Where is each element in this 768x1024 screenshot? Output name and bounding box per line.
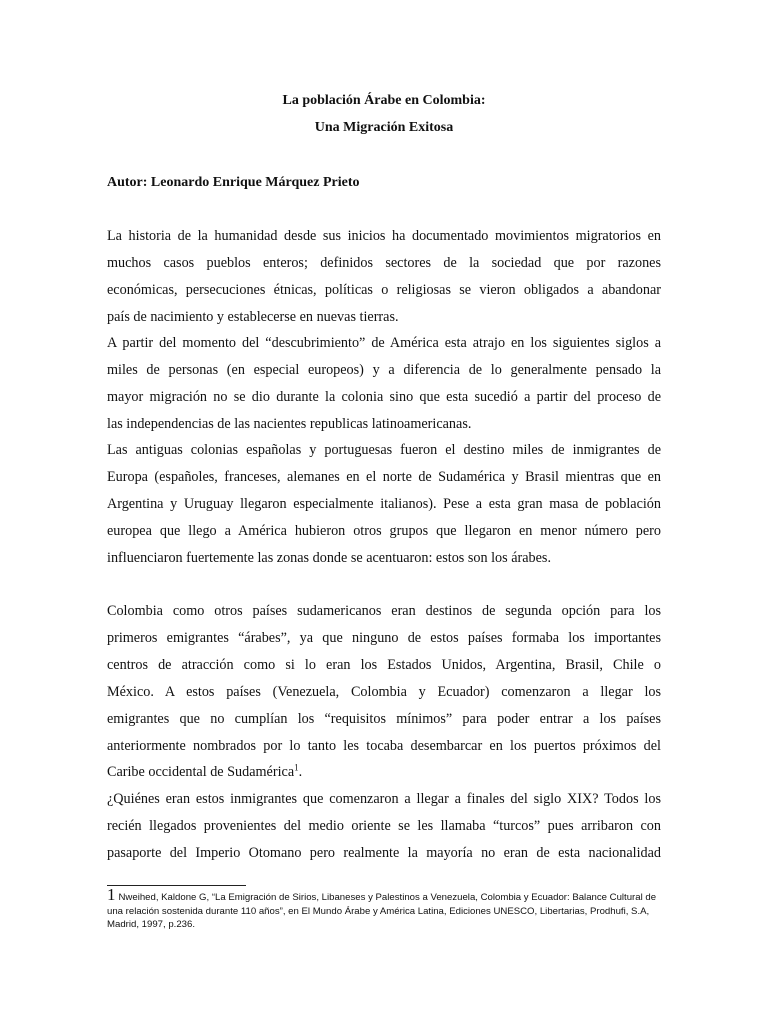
paragraph-5: [107, 786, 661, 867]
text-line: ¿Quiénes eran estos inmigrantes que comenzaron a llegar a finales del siglo XIX? Todos los: [107, 791, 661, 807]
text-line: mayor migración no se dio durante la colonia sino que esta sucedió a partir del proceso de: [107, 388, 661, 405]
text-line: emigrantes que no cumplían los “requisitos mínimos” para poder entrar a los países: [107, 710, 661, 727]
footnote-text: Nweihed, Kaldone G, “La Emigración de Sirios, Libaneses y Palestinos a Venezuela, Colombia y Ecuador: Balance Cultural de una relación sostenida durante 110 años”, en El Mundo Árabe y América Latina, Ediciones UNESCO, Libertarias, Prodhufi, S.A, Madrid, 1997, p.236.: [107, 892, 657, 931]
footnote: [107, 885, 667, 932]
text-line: México. A estos países (Venezuela, Colombia y Ecuador) comenzaron a llegar los: [107, 683, 661, 700]
text-line-end: .: [298, 764, 303, 781]
text-line: Europa (españoles, franceses, alemanes en el norte de Sudamérica y Brasil mientras que en: [107, 468, 661, 485]
paragraph-4: [107, 598, 661, 786]
paragraph-3: [107, 437, 661, 572]
text-line: Colombia como otros países sudamericanos eran destinos de segunda opción para los: [107, 603, 661, 619]
text-line-content: Caribe occidental de Sudamérica: [107, 764, 295, 781]
document-subtitle: Una Migración Exitosa: [314, 120, 454, 135]
text-line: miles de personas (en especial europeos) y a diferencia de lo generalmente pensado la: [107, 361, 661, 378]
text-line: país de nacimiento y establecerse en nuevas tierras.: [107, 308, 399, 325]
text-line: influenciaron fuertemente las zonas donde se acentuaron: estos son los árabes.: [107, 549, 551, 566]
footnote-reference[interactable]: 1: [294, 762, 299, 773]
author-line: Autor: Leonardo Enrique Márquez Prieto: [107, 175, 360, 190]
paragraph-2: [107, 330, 661, 438]
text-line: [107, 759, 661, 786]
document-title: La población Árabe en Colombia:: [282, 93, 486, 108]
text-line: muchos casos pueblos enteros; definidos sectores de la sociedad que por razones: [107, 254, 661, 271]
text-line: anteriormente nombrados por lo tanto les tocaba desembarcar en los puertos próximos del: [107, 737, 661, 754]
text-line: europea que llego a América hubieron otros grupos que llegaron en menor número pero: [107, 522, 661, 539]
footnote-number: 1: [107, 885, 116, 904]
text-line: centros de atracción como si lo eran los Estados Unidos, Argentina, Brasil, Chile o: [107, 656, 661, 673]
footnote-separator: [107, 885, 246, 886]
text-line: Argentina y Uruguay llegaron especialmente italianos). Pese a esta gran masa de población: [107, 495, 661, 512]
text-line: A partir del momento del “descubrimiento” de América esta atrajo en los siguientes siglos a: [107, 335, 661, 351]
text-line: las independencias de las nacientes republicas latinoamericanas.: [107, 415, 472, 432]
text-line: primeros emigrantes “árabes”, ya que ninguno de estos países formaba los importantes: [107, 629, 661, 646]
text-line: Las antiguas colonias españolas y portuguesas fueron el destino miles de inmigrantes de: [107, 442, 661, 458]
paragraph-1: [107, 223, 661, 331]
text-line: pasaporte del Imperio Otomano pero realmente la mayoría no eran de esta nacionalidad: [107, 844, 661, 861]
text-line: La historia de la humanidad desde sus inicios ha documentado movimientos migratorios en: [107, 228, 661, 244]
text-line: recién llegados provenientes del medio oriente se les llamaba “turcos” pues arribaron con: [107, 817, 661, 834]
text-line: económicas, persecuciones étnicas, políticas o religiosas se vieron obligados a abandonar: [107, 281, 661, 298]
